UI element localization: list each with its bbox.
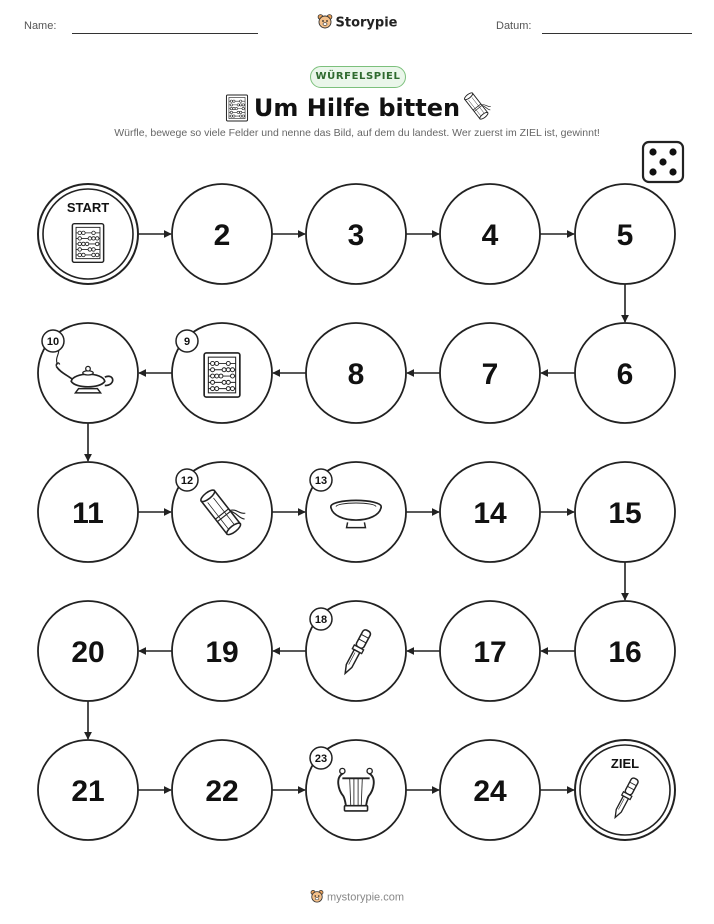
date-label: Datum: [496, 20, 532, 32]
board-cell-start[interactable] [38, 184, 138, 284]
cell-number: 6 [616, 358, 634, 391]
board-cell-17[interactable] [440, 601, 540, 701]
cell-number: 24 [473, 775, 507, 808]
dice-icon [643, 142, 683, 182]
cell-number: 18 [314, 614, 328, 626]
cell-number: 11 [72, 497, 104, 530]
brand-name: Storypie [335, 15, 398, 31]
page-title: Um Hilfe bitten [253, 94, 461, 122]
board-cell-20[interactable] [38, 601, 138, 701]
board-cell-11[interactable] [38, 462, 138, 562]
footer-bear-icon [310, 889, 324, 906]
cell-number: 2 [213, 219, 231, 252]
board-cell-18[interactable] [306, 601, 406, 701]
board-cell-5[interactable] [575, 184, 675, 284]
abacus-icon [204, 353, 240, 397]
cell-number: 21 [71, 775, 105, 808]
cell-number: 23 [314, 753, 328, 765]
cell-number: 16 [608, 636, 642, 669]
board-cell-6[interactable] [575, 323, 675, 423]
board-cell-9[interactable] [172, 323, 272, 423]
board-cell-21[interactable] [38, 740, 138, 840]
cell-number: 5 [616, 219, 634, 252]
board-cell-2[interactable] [172, 184, 272, 284]
cell-number: 4 [481, 219, 499, 252]
board-cell-7[interactable] [440, 323, 540, 423]
cell-number: 17 [473, 636, 507, 669]
cell-number: 12 [180, 475, 194, 487]
cell-number: 8 [347, 358, 365, 391]
board-cell-12[interactable] [172, 462, 272, 562]
instructions-text: Würfle, bewege so viele Felder und nenne das Bild, auf dem du landest. Wer zuerst im ZIEL ist, gewinnt! [114, 127, 600, 139]
cell-number: 22 [205, 775, 239, 808]
board-cell-10[interactable] [38, 323, 138, 423]
board-cell-16[interactable] [575, 601, 675, 701]
title-abacus-icon [226, 95, 247, 121]
board-cell-15[interactable] [575, 462, 675, 562]
game-type-badge: WÜRFELSPIEL [310, 66, 406, 88]
abacus-icon [72, 224, 103, 263]
board-cell-finish[interactable] [575, 740, 675, 840]
name-label: Name: [24, 20, 57, 32]
board-cell-19[interactable] [172, 601, 272, 701]
board-cell-13[interactable] [306, 462, 406, 562]
cell-label: ZIEL [610, 756, 640, 771]
cell-number: 15 [608, 497, 642, 530]
cell-number: 10 [46, 336, 60, 348]
board-cell-8[interactable] [306, 323, 406, 423]
footer-url: mystorypie.com [326, 891, 405, 904]
board-cell-24[interactable] [440, 740, 540, 840]
board-cells [38, 184, 675, 840]
cell-label: START [66, 200, 110, 215]
cell-number: 3 [347, 219, 365, 252]
board-cell-3[interactable] [306, 184, 406, 284]
cell-number: 13 [314, 475, 328, 487]
cell-number: 7 [481, 358, 499, 391]
board-cell-22[interactable] [172, 740, 272, 840]
board-cell-14[interactable] [440, 462, 540, 562]
footer [0, 889, 714, 906]
title-scroll-icon [464, 88, 494, 120]
cell-number: 19 [205, 636, 239, 669]
board-cell-23[interactable] [306, 740, 406, 840]
cell-number: 20 [71, 636, 105, 669]
cell-number: 9 [183, 336, 191, 348]
cell-number: 14 [473, 497, 507, 530]
board-cell-4[interactable] [440, 184, 540, 284]
